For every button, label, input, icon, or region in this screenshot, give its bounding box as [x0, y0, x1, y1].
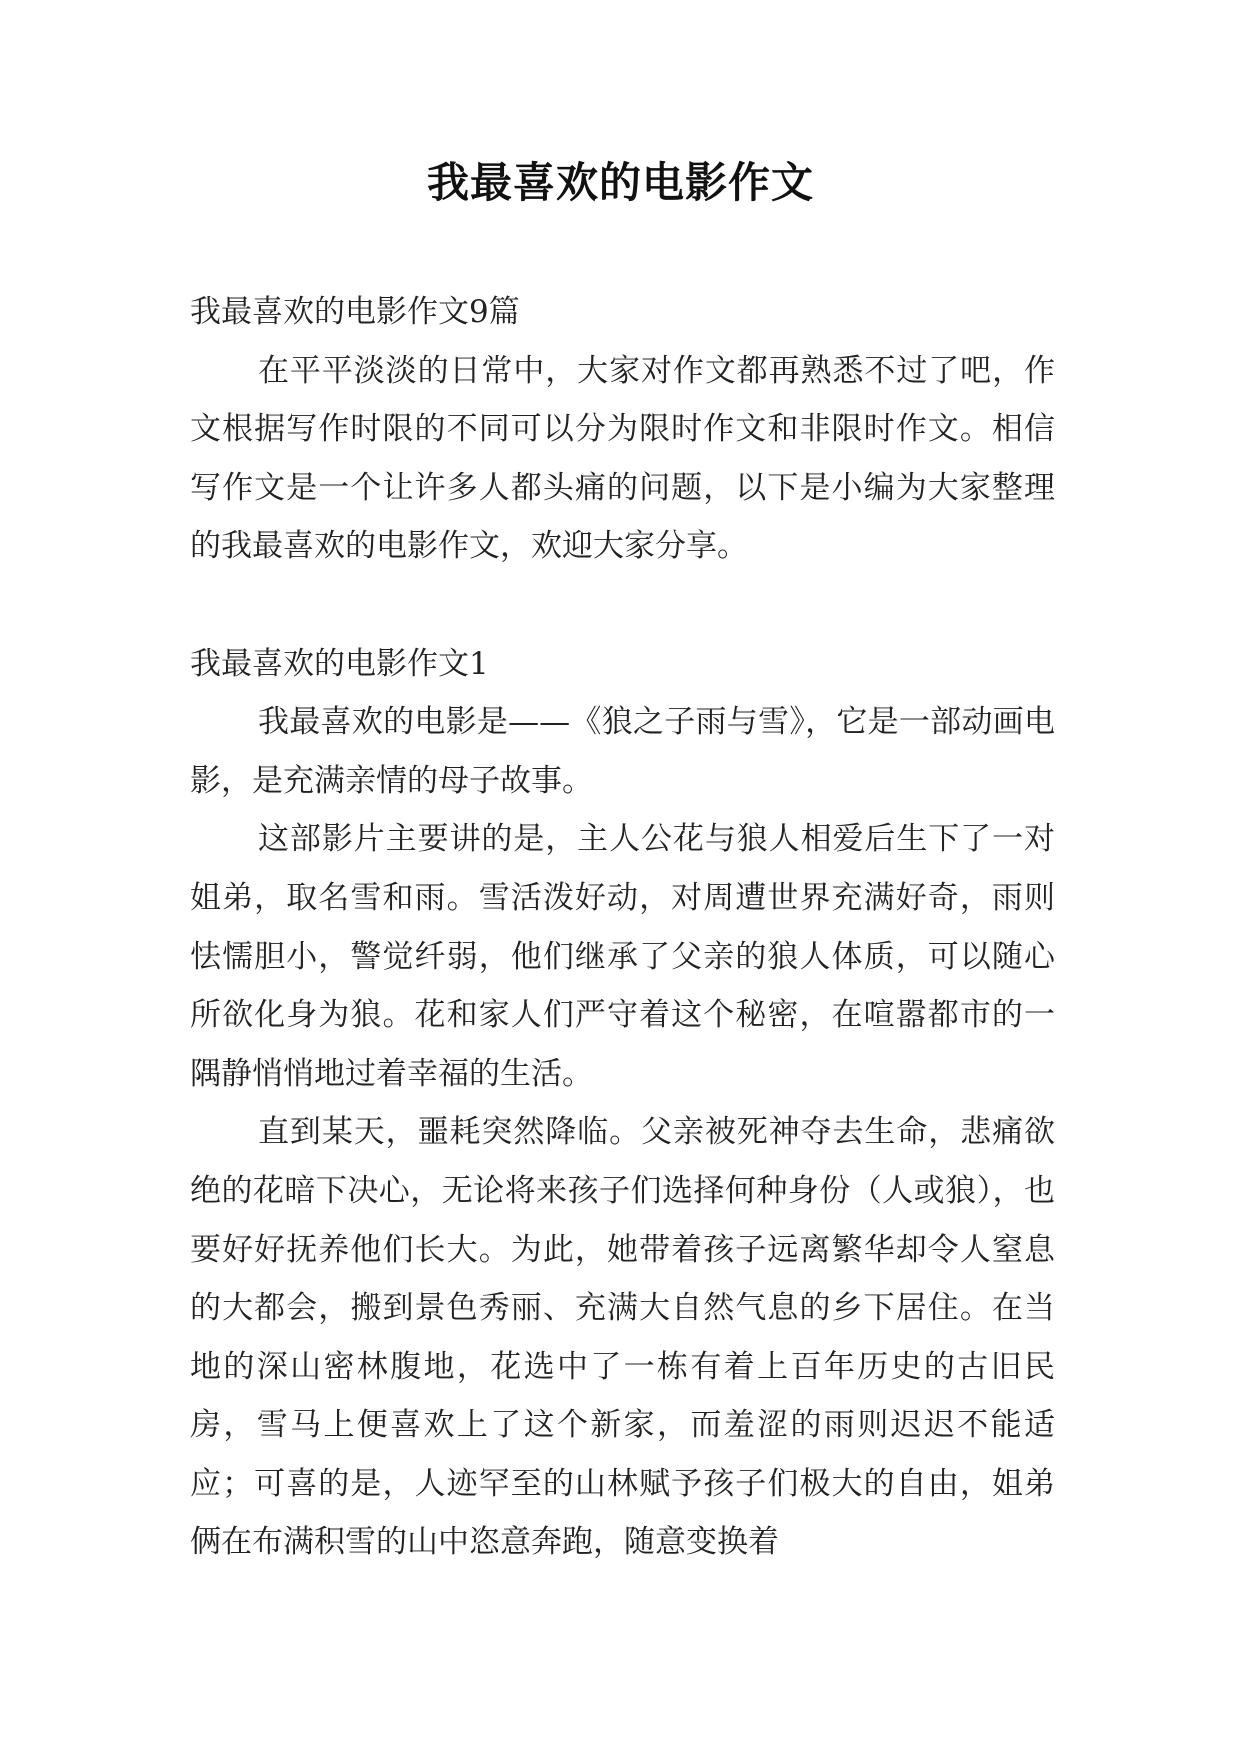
document-subtitle: 我最喜欢的电影作文9篇 [190, 294, 520, 330]
body-paragraph: 直到某天，噩耗突然降临。父亲被死神夺去生命，悲痛欲绝的花暗下决心，无论将来孩子们选择何种身份（人或狼），也要好好抚养他们长大。为此，她带着孩子远离繁华却令人窒息的大都会，搬到景色秀丽、充满大自然气息的乡下居住。在当地的深山密林腹地，花选中了一栋有着上百年历史的古旧民房，雪马上便喜欢上了这个新家，而羞涩的雨则迟迟不能适应；可喜的是，人迹罕至的山林赋予孩子们极大的自由，姐弟俩在布满积雪的山中恣意奔跑，随意变换着 [190, 1114, 1055, 1561]
document-title: 我最喜欢的电影作文 [426, 158, 814, 207]
section-heading: 我最喜欢的电影作文1 [190, 645, 489, 682]
intro-paragraph: 在平平淡淡的日常中，大家对作文都再熟悉不过了吧，作文根据写作时限的不同可以分为限时作文和非限时作文。相信写作文是一个让许多人都头痛的问题，以下是小编为大家整理的我最喜欢的电影作文，欢迎大家分享。 [190, 352, 1055, 565]
body-paragraph: 这部影片主要讲的是，主人公花与狼人相爱后生下了一对姐弟，取名雪和雨。雪活泼好动，对周遭世界充满好奇，雨则怯懦胆小，警觉纤弱，他们继承了父亲的狼人体质，可以随心所欲化身为狼。花和家人们严守着这个秘密，在喧嚣都市的一隅静悄悄地过着幸福的生活。 [190, 821, 1055, 1092]
document-body [190, 283, 1055, 1572]
body-paragraph: 我最喜欢的电影是——《狼之子雨与雪》，它是一部动画电影，是充满亲情的母子故事。 [190, 704, 1055, 799]
